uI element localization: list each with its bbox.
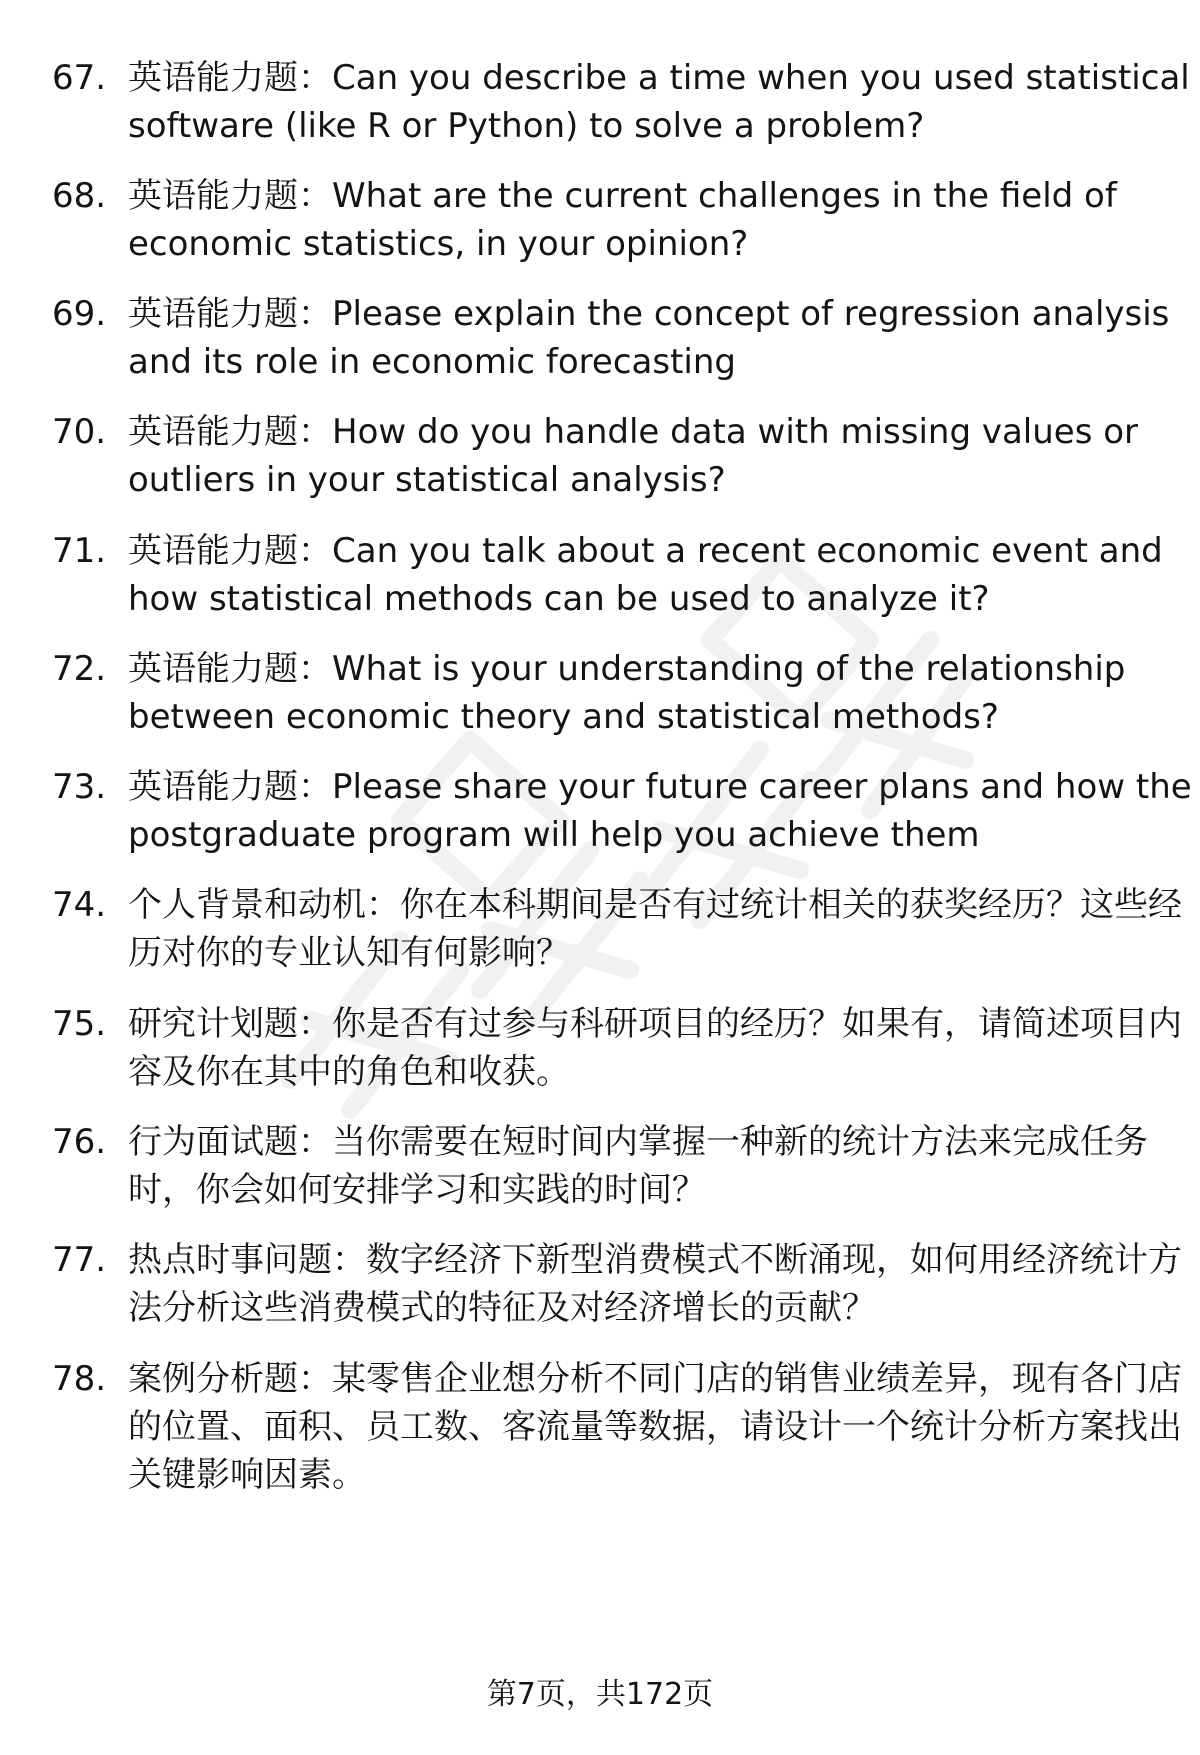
question-text: 英语能力题：Can you describe a time when you used statistical software (like R or Python) to solve a problem? [128, 58, 1190, 146]
question-number: 67. [52, 58, 107, 98]
question-item-68 [52, 172, 1152, 268]
question-text: 热点时事问题：数字经济下新型消费模式不断涌现，如何用经济统计方法分析这些消费模式的特征及对经济增长的贡献？ [128, 1240, 1182, 1328]
question-item-74 [52, 881, 1182, 977]
question-item-73 [52, 763, 1192, 859]
question-item-70 [52, 408, 1152, 504]
question-number: 68. [52, 176, 107, 216]
question-text: 英语能力题：How do you handle data with missing values or outliers in your statistical analysis? [128, 412, 1139, 500]
question-number: 72. [52, 649, 107, 689]
question-number: 78. [52, 1359, 107, 1399]
question-item-69 [52, 290, 1170, 386]
question-text: 英语能力题：Please explain the concept of regression analysis and its role in economic forecasting [128, 294, 1170, 382]
question-text: 英语能力题：What are the current challenges in the field of economic statistics, in your opinion? [128, 176, 1117, 264]
question-item-76 [52, 1118, 1152, 1214]
question-item-75 [52, 1000, 1182, 1096]
question-number: 75. [52, 1004, 107, 1044]
question-number: 73. [52, 767, 107, 807]
question-item-71 [52, 527, 1163, 623]
question-item-77 [52, 1236, 1182, 1332]
question-text: 个人背景和动机：你在本科期间是否有过统计相关的获奖经历？这些经历对你的专业认知有何影响？ [128, 885, 1182, 973]
question-number: 71. [52, 531, 107, 571]
page-number-footer: 第7页，共172页 [486, 1677, 714, 1712]
question-number: 70. [52, 412, 107, 452]
question-number: 76. [52, 1122, 107, 1162]
question-item-67 [52, 54, 1190, 150]
question-text: 行为面试题：当你需要在短时间内掌握一种新的统计方法来完成任务时，你会如何安排学习和实践的时间？ [128, 1122, 1148, 1210]
question-text: 英语能力题：What is your understanding of the relationship between economic theory and statistical methods? [128, 649, 1126, 737]
question-text: 英语能力题：Please share your future career plans and how the postgraduate program will help you achieve them [128, 767, 1192, 855]
question-text: 研究计划题：你是否有过参与科研项目的经历？如果有，请简述项目内容及你在其中的角色和收获。 [128, 1004, 1182, 1092]
question-number: 77. [52, 1240, 107, 1280]
question-text: 案例分析题：某零售企业想分析不同门店的销售业绩差异，现有各门店的位置、面积、员工数、客流量等数据，请设计一个统计分析方案找出关键影响因素。 [128, 1359, 1182, 1495]
question-text: 英语能力题：Can you talk about a recent economic event and how statistical methods can be used to analyze it? [128, 531, 1163, 619]
question-item-72 [52, 645, 1152, 741]
question-number: 69. [52, 294, 107, 334]
question-number: 74. [52, 885, 107, 925]
question-item-78 [52, 1355, 1182, 1499]
